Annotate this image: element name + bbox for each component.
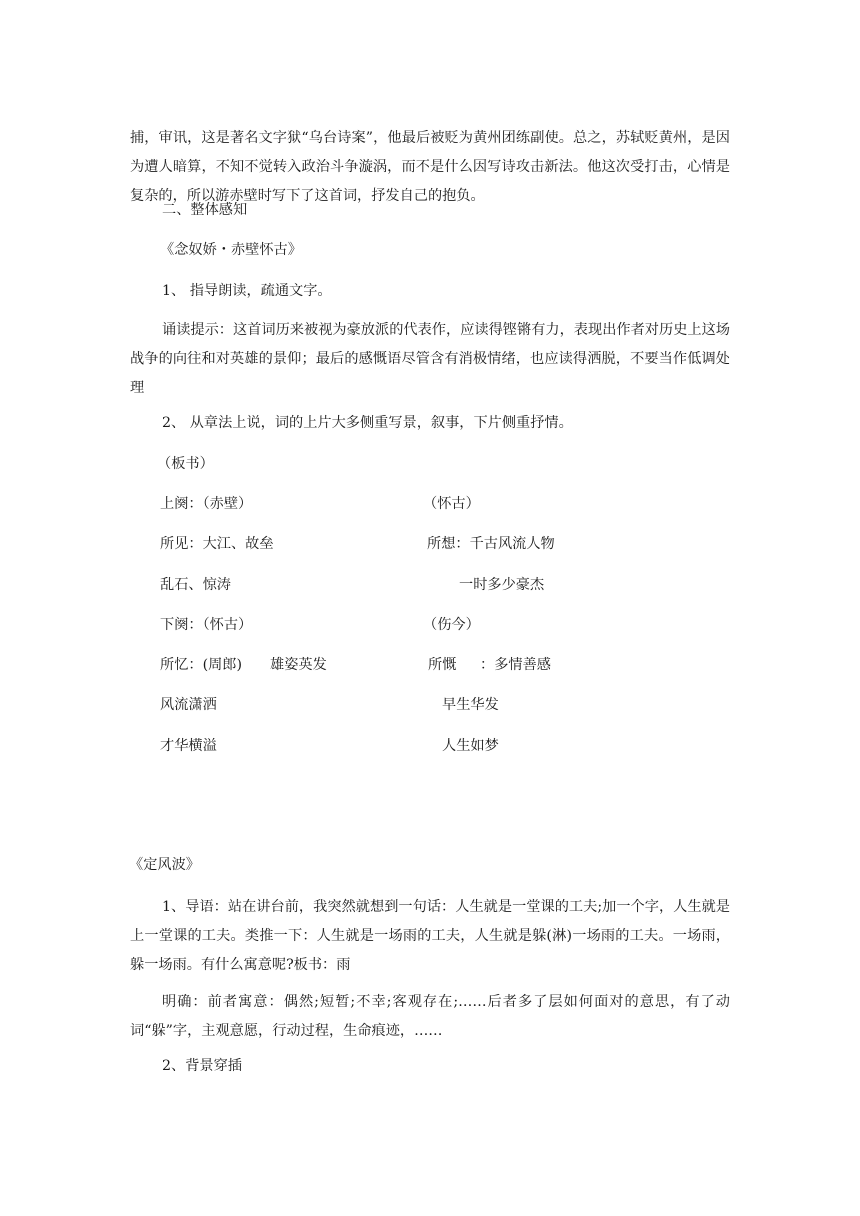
section-heading: 二、整体感知 <box>162 202 248 218</box>
poem-title-niannujiao: 《念奴娇・赤壁怀古》 <box>160 242 302 258</box>
lead-in-paragraph: 1、导语：站在讲台前，我突然就想到一句话：人生就是一堂课的工夫;加一个字，人生就是上一堂课的工夫。类推一下：人生就是一场雨的工夫，人生就是躲(淋)一场雨的工夫。一场雨，躲一场雨。有什么寓意呢?板书：雨 <box>130 899 730 973</box>
board-heroic-bearing: 雄姿英发 <box>270 657 327 673</box>
board-rocks-waves: 乱石、惊涛 <box>160 577 231 593</box>
board-recalled: 所忆：(周郎) <box>160 657 243 673</box>
board-lower-que: 下阕：（怀古） <box>160 617 253 633</box>
step-1-reading: 1、 指导朗读，疏通文字。 <box>162 283 332 299</box>
board-sentimental: ：多情善感 <box>480 657 551 673</box>
board-thought: 所想：千古风流人物 <box>427 536 555 552</box>
intro-paragraph: 捕，审讯，这是著名文字狱“乌台诗案”，他最后被贬为黄州团练副使。总之，苏轼贬黄州，是因为遭人暗算，不知不觉转入政治斗争漩涡，而不是什么因写诗攻击新法。他这次受打击，心情是复杂的，所以游赤壁时写下了这首词，抒发自己的抱负。 <box>130 130 730 204</box>
reading-tip-paragraph: 诵读提示：这首词历来被视为豪放派的代表作，应读得铿锵有力，表现出作者对历史上这场战争的向往和对英雄的景仰；最后的感慨语尽管含有消极情绪，也应读得洒脱，不要当作低调处理 <box>130 322 730 396</box>
background-heading: 2、背景穿插 <box>162 1058 242 1074</box>
board-early-grey: 早生华发 <box>442 697 499 713</box>
board-seen: 所见：大江、故垒 <box>160 536 274 552</box>
board-heroes: 一时多少豪杰 <box>459 577 545 593</box>
board-life-dream: 人生如梦 <box>442 738 499 754</box>
board-huaigu: （怀古） <box>423 496 480 512</box>
board-label: （板书） <box>157 456 214 472</box>
board-upper-que: 上阕：（赤壁） <box>160 496 253 512</box>
board-shangjin: （伤今） <box>423 617 480 633</box>
board-talented: 才华横溢 <box>160 738 217 754</box>
board-elegant: 风流潇洒 <box>160 697 217 713</box>
board-lamented: 所慨 <box>428 657 457 673</box>
step-2-structure: 2、 从章法上说，词的上片大多侧重写景，叙事，下片侧重抒情。 <box>162 415 573 431</box>
poem-title-dingfengbo: 《定风波》 <box>129 857 200 873</box>
clarification-paragraph: 明确：前者寓意：偶然;短暂;不幸;客观存在;……后者多了层如何面对的意思，有了动词“躲”字，主观意愿，行动过程，生命痕迹，…… <box>130 994 730 1039</box>
